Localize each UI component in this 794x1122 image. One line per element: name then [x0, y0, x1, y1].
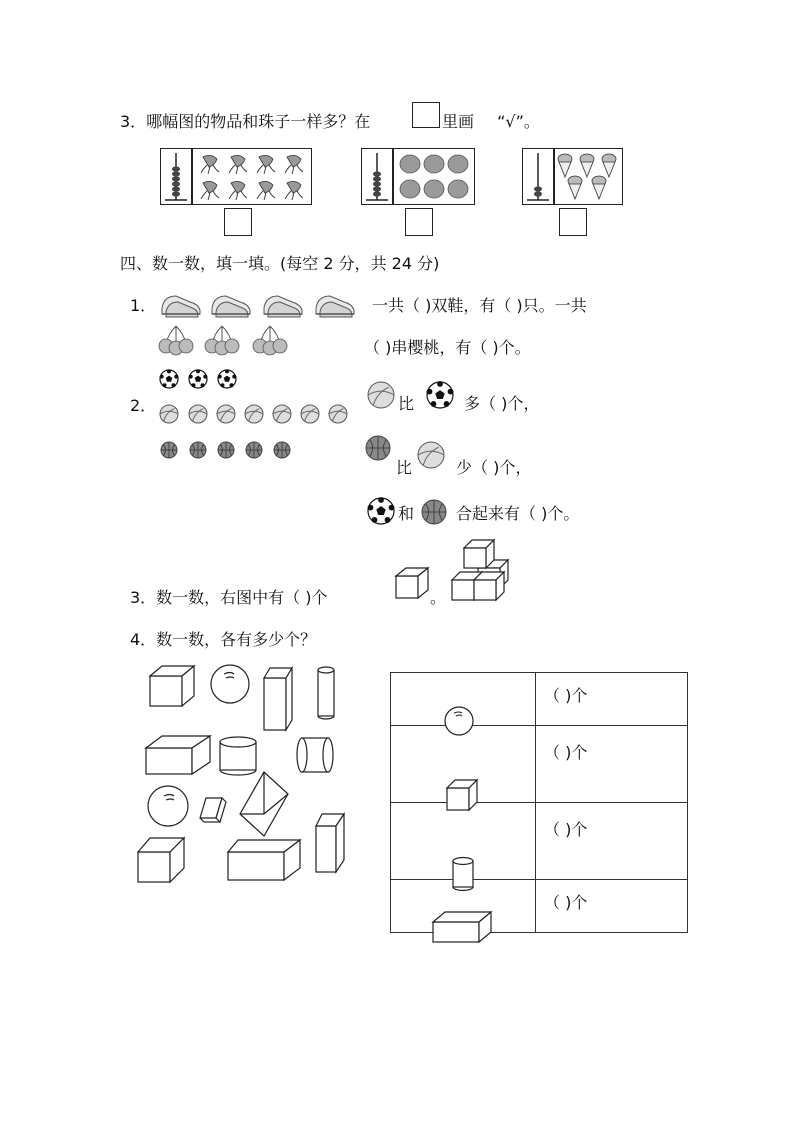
q3-text-before: 哪幅图的物品和珠子一样多？在 — [146, 112, 371, 131]
s2-bi-2: 比 — [396, 458, 413, 477]
cherry-bunch-icon — [159, 326, 193, 355]
s2-he: 和 — [398, 504, 415, 523]
basketball-icon — [420, 498, 448, 526]
table-row-cuboid — [391, 880, 688, 933]
cuboid-answer[interactable]: （ )个 — [536, 880, 688, 933]
cherry-bunch-icon — [205, 326, 239, 355]
small-cuboid-icon — [200, 798, 226, 822]
cylinder-icon — [220, 737, 256, 775]
cuboid-icon — [146, 736, 210, 774]
picture-icecream — [554, 148, 623, 205]
cuboid-icon — [228, 840, 300, 880]
soccer-ball-icon — [366, 496, 396, 526]
cherries-icon — [158, 324, 298, 356]
squid-icon — [229, 155, 247, 174]
basketball-icon — [161, 442, 177, 458]
abacus-a — [160, 148, 192, 205]
squid-icon — [257, 181, 275, 200]
section-4-title: 四、数一数，填一填。(每空 2 分，共 24 分) — [120, 254, 440, 273]
q3-period: 。 — [523, 112, 540, 131]
sphere-cell — [391, 673, 536, 726]
volleyball-icon — [368, 382, 394, 408]
s1-number: 1． — [130, 296, 157, 315]
cylinder-answer[interactable]: （ )个 — [536, 803, 688, 880]
basketball-icon — [190, 442, 206, 458]
s2-shao: 少（ )个， — [456, 458, 532, 477]
basketball-icon — [366, 436, 390, 460]
cube-icon — [150, 666, 194, 706]
abacus-icon — [161, 149, 191, 204]
volleyball-icon — [416, 440, 446, 470]
picture-squid — [192, 148, 312, 205]
s3-period: 。 — [430, 588, 447, 607]
sphere-icon — [211, 665, 249, 703]
s1-line2: （ )串樱桃，有（ )个。 — [364, 338, 531, 357]
cuboid-icon — [391, 906, 535, 948]
s2-duo: 多（ )个， — [464, 394, 540, 413]
squid-icon — [257, 155, 275, 174]
table-row-sphere — [391, 673, 688, 726]
basketball-icon — [246, 442, 262, 458]
stacked-cubes-icon — [450, 538, 516, 602]
picture-tomato — [393, 148, 475, 205]
count-table — [390, 672, 688, 933]
cylinder-cell — [391, 803, 536, 880]
soccer-ball-icon — [427, 381, 454, 408]
basketball-icon — [422, 500, 446, 524]
answer-box-a[interactable] — [224, 208, 252, 236]
soccer-ball-icon — [218, 369, 237, 388]
s2-heqi: 合起来有（ )个。 — [456, 504, 580, 523]
shoe-pair-icon — [264, 296, 302, 317]
cylinder-icon — [297, 738, 333, 772]
table-row-cube — [391, 726, 688, 803]
volleyball-icon — [366, 380, 396, 410]
abacus-b — [361, 148, 393, 205]
cube-cell — [391, 726, 536, 803]
sphere-icon — [148, 786, 188, 826]
squid-icon — [229, 181, 247, 200]
volleyball-icon — [245, 405, 263, 423]
basketball-icon — [364, 434, 392, 462]
tomato-group-icon — [394, 149, 474, 204]
cube-answer[interactable]: （ )个 — [536, 726, 688, 803]
soccer-ball-icon — [189, 369, 208, 388]
s3-text: 3．数一数，右图中有（ )个 — [130, 588, 328, 607]
volleyball-row-icon — [158, 403, 358, 425]
shoe-pair-icon — [162, 296, 200, 317]
basketball-row-icon — [158, 439, 308, 461]
soccer-ball-icon — [368, 497, 395, 524]
tall-prism-icon — [264, 668, 292, 730]
s2-number: 2． — [130, 396, 157, 415]
abacus-icon — [362, 149, 392, 204]
q3-text-after: 里画 — [442, 112, 475, 131]
cherry-bunch-icon — [253, 326, 287, 355]
icecream-group-icon — [555, 149, 622, 204]
squid-icon — [285, 155, 303, 174]
soccer-ball-icon — [425, 380, 455, 410]
q3-check-mark: “√” — [497, 112, 524, 131]
volleyball-icon — [301, 405, 319, 423]
volleyball-icon — [160, 405, 178, 423]
mixed-solids-group — [134, 660, 354, 885]
soccer-ball-icon — [160, 369, 179, 388]
s2-bi-1: 比 — [398, 394, 415, 413]
squid-icon — [285, 181, 303, 200]
volleyball-icon — [329, 405, 347, 423]
abacus-c — [522, 148, 554, 205]
q3-prompt — [120, 112, 370, 132]
cuboid-cell — [391, 880, 536, 933]
squid-icon — [201, 181, 219, 200]
cube-icon — [138, 838, 184, 882]
s4-text: 4．数一数，各有多少个？ — [130, 630, 317, 649]
q3-inline-answer-box — [412, 102, 440, 128]
shoe-pair-icon — [316, 296, 354, 317]
sphere-answer[interactable]: （ )个 — [536, 673, 688, 726]
basketball-icon — [274, 442, 290, 458]
volleyball-icon — [273, 405, 291, 423]
answer-box-c[interactable] — [559, 208, 587, 236]
rotated-cube-icon — [240, 772, 288, 836]
small-cube-icon — [394, 566, 430, 602]
squid-icon — [201, 155, 219, 174]
tall-prism-icon — [316, 814, 344, 872]
soccer-ball-row-icon — [158, 368, 248, 390]
cylinder-icon — [318, 667, 334, 719]
q3-number: 3． — [120, 112, 147, 131]
s1-line1: 一共（ )双鞋，有（ )只。一共 — [372, 296, 587, 315]
volleyball-icon — [418, 442, 444, 468]
volleyball-icon — [217, 405, 235, 423]
table-row-cylinder — [391, 803, 688, 880]
shoes-icon — [160, 288, 360, 318]
shoe-pair-icon — [212, 296, 250, 317]
squid-group-icon — [193, 149, 311, 204]
basketball-icon — [218, 442, 234, 458]
abacus-icon — [523, 149, 553, 204]
volleyball-icon — [189, 405, 207, 423]
q3-prompt-tail — [442, 112, 540, 132]
answer-box-b[interactable] — [405, 208, 433, 236]
